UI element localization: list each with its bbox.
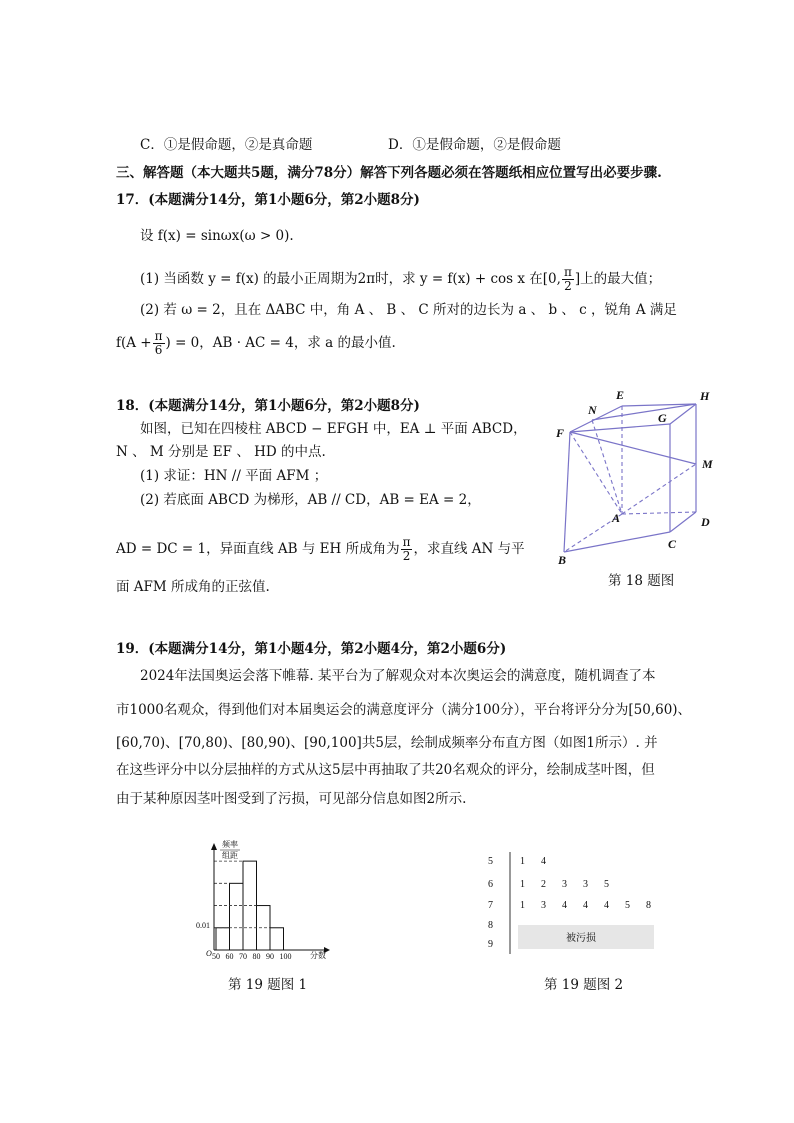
x-tick-label: 100: [279, 952, 292, 960]
leaf-value: 5: [625, 900, 630, 911]
q17-part2-frac: [153, 330, 165, 357]
origin-label: O: [206, 949, 212, 958]
line-FM: [570, 432, 696, 464]
frac-den: 2: [402, 549, 411, 563]
q18-line2: N 、 M 分别是 EF 、 HD 的中点.: [116, 444, 326, 460]
frac-num: π: [402, 535, 411, 549]
leaf-value: 1: [520, 900, 525, 911]
ylabel-top: 频率: [222, 840, 238, 849]
leaf-value: 3: [562, 879, 567, 890]
hist-bar: [230, 883, 244, 950]
x-tick-label: 60: [225, 952, 234, 960]
frac-num: π: [154, 329, 163, 343]
stem-value: 6: [488, 879, 493, 890]
frac-den: 6: [154, 343, 163, 357]
x-tick-label: 50: [212, 952, 220, 960]
leaf-value: 1: [520, 856, 525, 867]
leaf-value: 4: [541, 856, 546, 867]
option-c: C．①是假命题，②是真命题: [140, 137, 313, 153]
edge-FG: [570, 424, 670, 432]
q18-line3-frac: [401, 536, 413, 563]
frac-num: π: [563, 265, 572, 279]
y-axis-arrow: [211, 843, 217, 850]
leaf-value: 1: [520, 879, 525, 890]
stem-value: 8: [488, 920, 493, 931]
q17-part1: [140, 266, 661, 293]
hist-bar: [216, 928, 230, 950]
leaf-value: 3: [583, 879, 588, 890]
label-G: G: [658, 411, 667, 425]
histogram: [192, 838, 352, 960]
label-A: A: [612, 511, 621, 525]
label-M: M: [702, 457, 713, 471]
line-NH: [592, 404, 696, 420]
fig1-caption: 第 19 题图 1: [228, 977, 308, 993]
q18-line1: 如图，已知在四棱柱 ABCD − EFGH 中，EA ⊥ 平面 ABCD，: [140, 421, 527, 437]
q18-line3-b: ，求直线 AN 与平: [413, 541, 525, 557]
edge-CD: [670, 512, 696, 532]
section-title: 三、解答题（本大题共5题，满分78分）解答下列各题必须在答题纸相应位置写出必要步骤.: [116, 165, 662, 181]
q18-figure-caption: 第 18 题图: [608, 573, 675, 589]
x-tick-label: 80: [252, 952, 261, 960]
leaf-value: 4: [583, 900, 588, 911]
line-NA: [592, 420, 622, 514]
leaf-value: 2: [541, 879, 546, 890]
q19-line5: 由于某种原因茎叶图受到了污损，可见部分信息如图2所示.: [116, 791, 467, 807]
q19-header: 19．(本题满分14分，第1小题4分，第2小题4分，第2小题6分): [116, 641, 507, 657]
line-FA: [570, 432, 622, 514]
ytick-label: 0.01: [196, 921, 210, 930]
label-N: N: [588, 403, 597, 417]
stem-leaf-plot: [480, 848, 680, 958]
q18-part1: (1) 求证：HN // 平面 AFM ；: [140, 468, 328, 484]
edge-AD: [622, 512, 696, 514]
line-AM: [622, 464, 696, 514]
stem-value: 7: [488, 900, 493, 911]
q17-header: 17．(本题满分14分，第1小题6分，第2小题8分): [116, 192, 420, 208]
q19-line3: [60,70)、[70,80)、[80,90)、[90,100]共5层，绘制成频率分布直方图（如图1所示）. 并: [116, 735, 658, 751]
q19-line1: 2024年法国奥运会落下帷幕. 某平台为了解观众对本次奥运会的满意度，随机调查了本: [140, 668, 656, 684]
q18-line3: [116, 536, 525, 563]
q18-line3-a: AD = DC = 1，异面直线 AB 与 EH 所成角为: [116, 541, 400, 557]
label-C: C: [668, 537, 677, 551]
q18-line4: 面 AFM 所成角的正弦值.: [116, 579, 270, 595]
leaf-value: 3: [541, 900, 546, 911]
q18-part2: (2) 若底面 ABCD 为梯形，AB // CD，AB = EA = 2，: [140, 492, 481, 508]
xlabel: 分数: [310, 951, 326, 960]
q17-part1-a: (1) 当函数 y = f(x) 的最小正周期为2π时，求 y = f(x) + cos x 在[0,: [140, 271, 561, 287]
leaf-value: 4: [604, 900, 609, 911]
q17-part2-b1: f(A +: [116, 335, 152, 351]
leaf-value: 8: [646, 900, 651, 911]
edge-FB: [564, 432, 570, 552]
label-E: E: [616, 388, 625, 402]
stem-value: 5: [488, 856, 493, 867]
stem-value: 9: [488, 939, 493, 950]
label-D: D: [701, 515, 710, 529]
option-d: D．①是假命题，②是假命题: [388, 137, 561, 153]
q17-part2-b2: ) = 0，AB · AC = 4，求 a 的最小值.: [165, 335, 396, 351]
hist-bar: [270, 928, 284, 950]
leaf-value: 5: [604, 879, 609, 890]
q17-part1-frac: [562, 266, 574, 293]
leaf-value: 4: [562, 900, 567, 911]
q17-part2: (2) 若 ω = 2，且在 ΔABC 中，角 A 、 B 、 C 所对的边长为 a 、 b 、 c ，锐角 A 满足: [140, 302, 677, 318]
label-B: B: [558, 553, 567, 567]
x-tick-label: 90: [266, 952, 274, 960]
frac-den: 2: [564, 279, 572, 293]
q17-setup: 设 f(x) = sinωx(ω > 0).: [140, 228, 294, 244]
smudge-label: 被污损: [566, 933, 596, 944]
q18-header: 18．(本题满分14分，第1小题6分，第2小题8分): [116, 398, 420, 414]
q19-line4: 在这些评分中以分层抽样的方式从这5层中再抽取了共20名观众的评分，绘制成茎叶图，但: [116, 762, 655, 778]
q17-part1-b: ]上的最大值；: [574, 271, 662, 287]
q17-part2-cont: [116, 330, 396, 357]
fig2-caption: 第 19 题图 2: [544, 977, 624, 993]
x-tick-label: 70: [239, 952, 247, 960]
ylabel-bottom: 组距: [222, 851, 238, 860]
label-F: F: [556, 426, 565, 440]
label-H: H: [700, 389, 710, 403]
prism-figure: [552, 382, 722, 570]
q19-line2: 市1000名观众，得到他们对本届奥运会的满意度评分（满分100分），平台将评分分为[50,60)、: [116, 702, 692, 718]
hist-bar: [257, 906, 271, 950]
